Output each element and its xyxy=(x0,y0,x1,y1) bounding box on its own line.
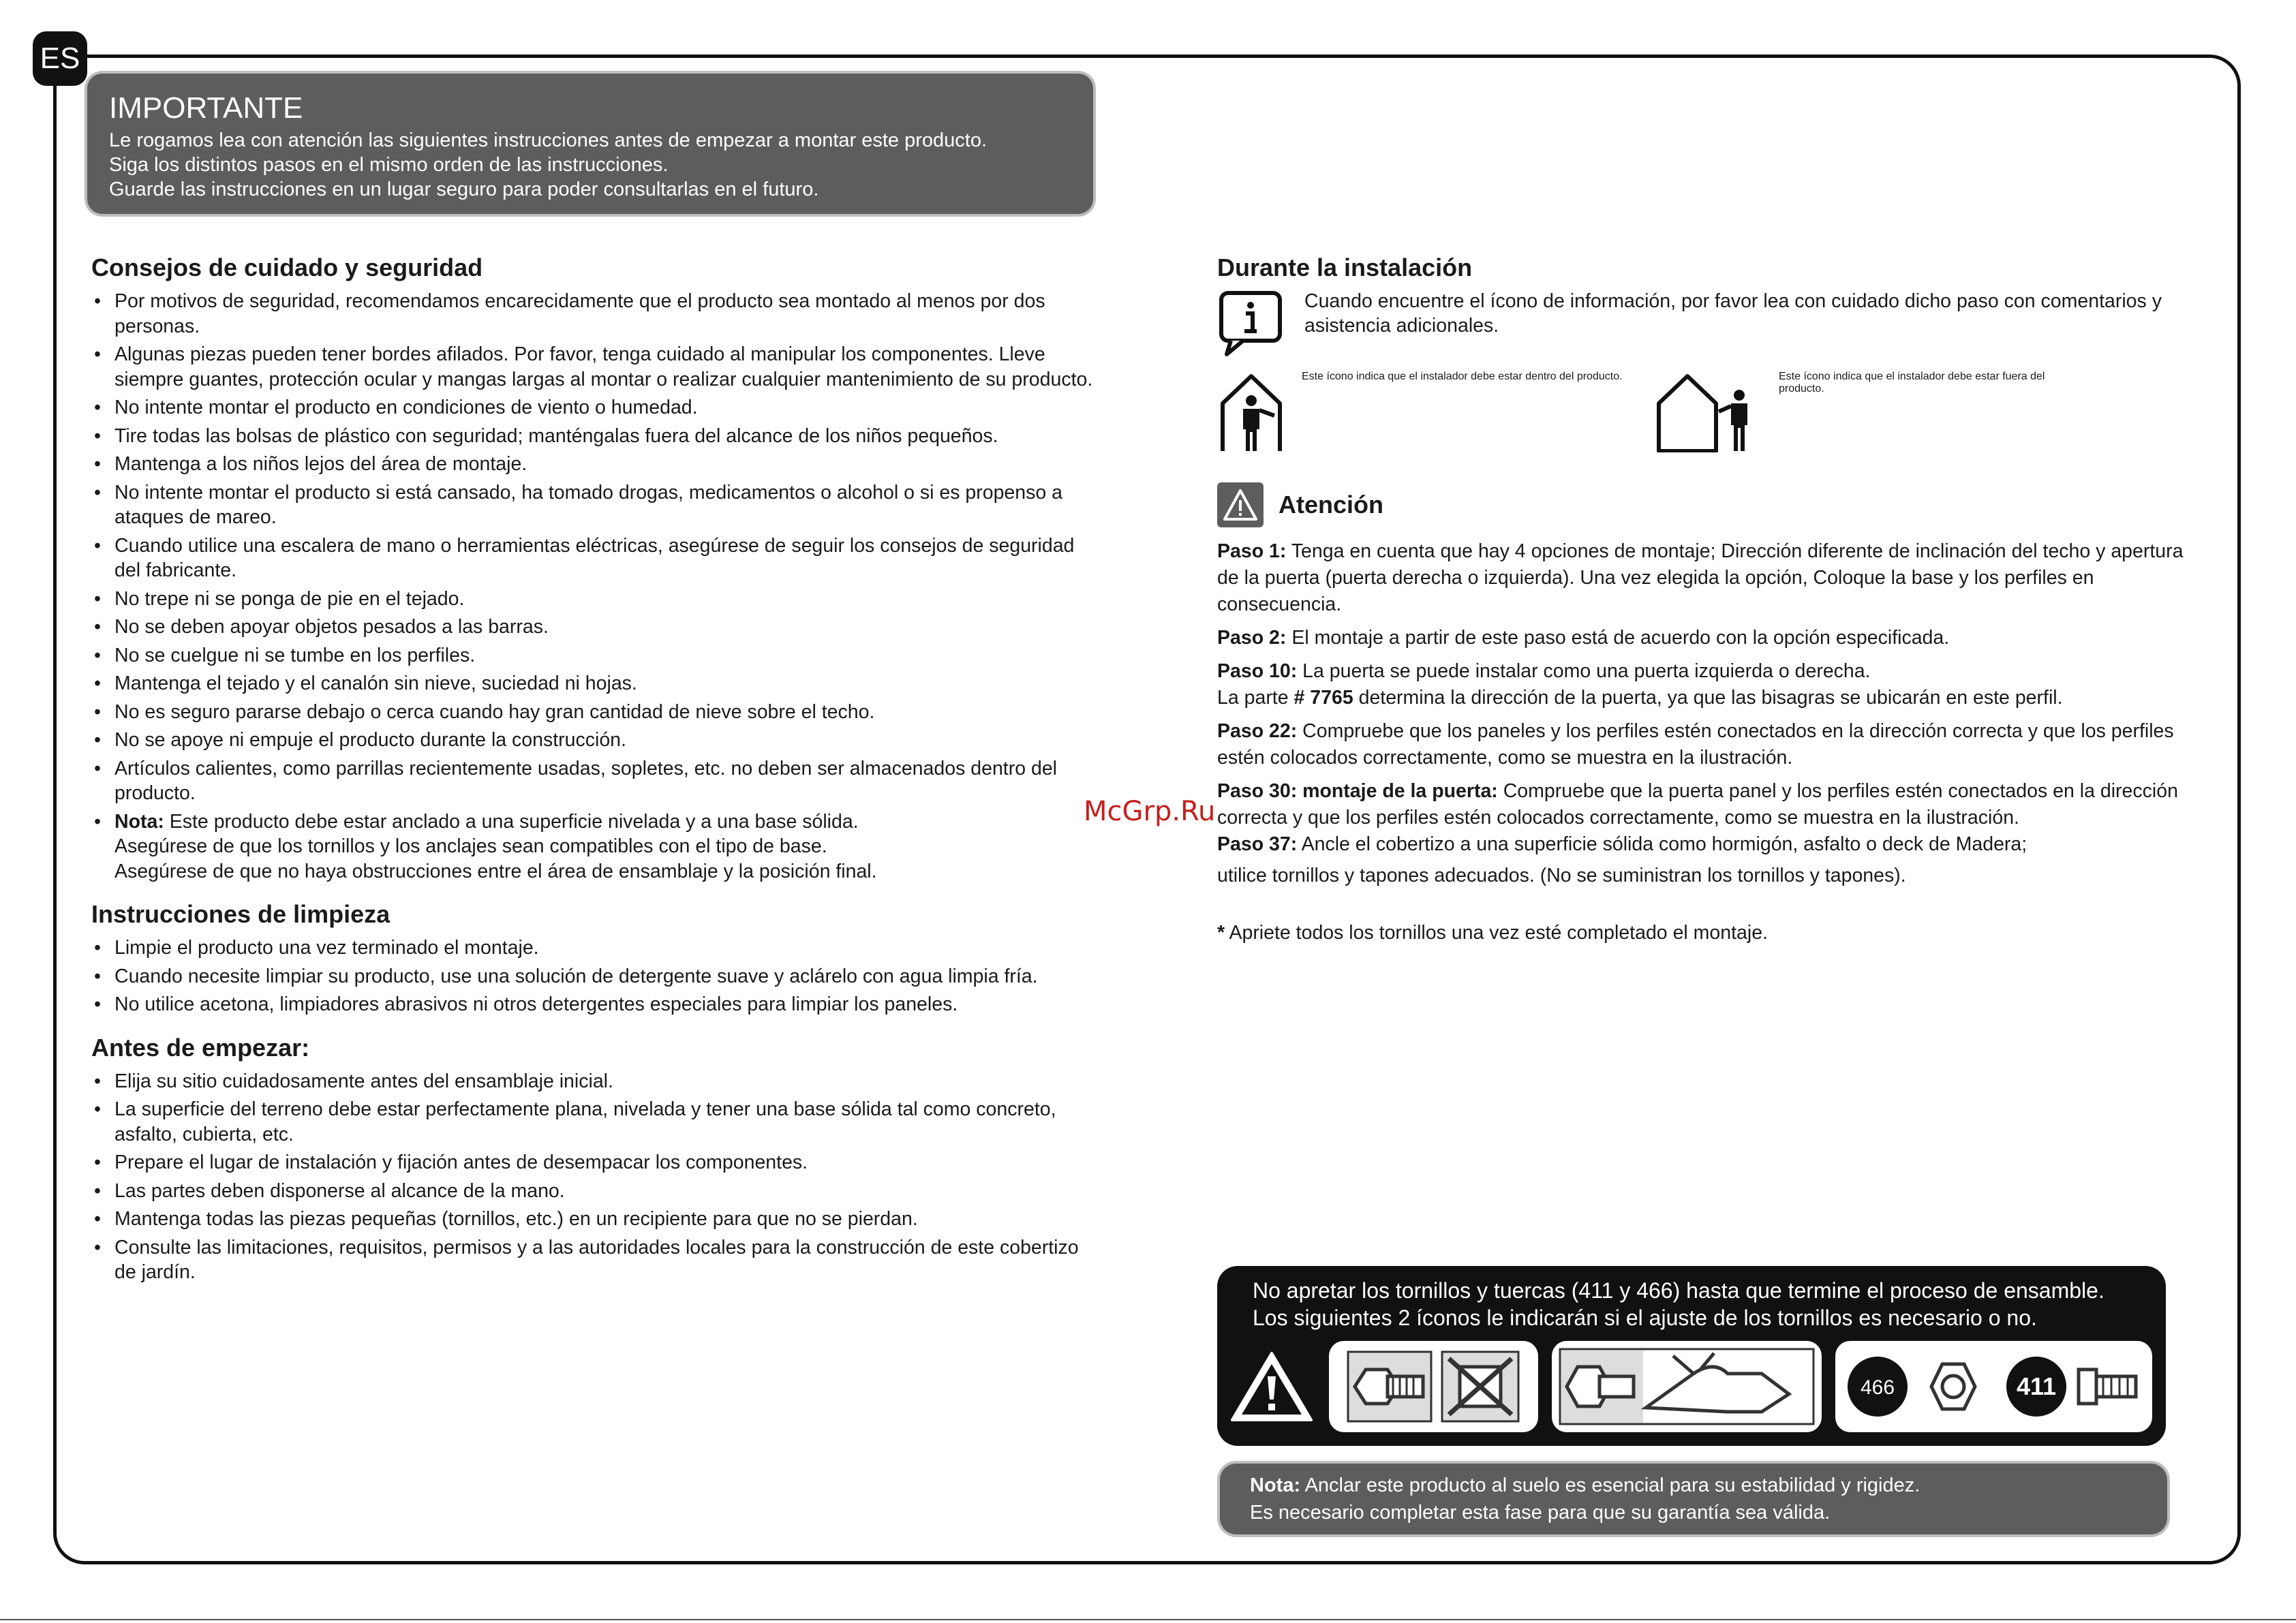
step-item: Paso 37: Ancle el cobertizo a una superficie sólida como hormigón, asfalto o deck de Madera; utilice tornillos y tapones adecuados. (No se suministran los tornillos y tapones). xyxy=(1217,833,2027,886)
parts-panel xyxy=(1835,1341,2152,1432)
warning-icon xyxy=(1217,482,1264,527)
info-row xyxy=(1217,289,2192,357)
care-note-line: Asegúrese de que no haya obstrucciones entre el área de ensamblaje y la posición final. xyxy=(114,860,877,882)
list-item: • Algunas piezas pueden tener bordes afilados. Por favor, tenga cuidado al manipular los componentes. Lleve siempre guantes, protección ocular y mangas largas al montar o realizar cualquier mantenimiento de su producto. xyxy=(91,342,1100,392)
list-item: • Elija su sitio cuidadosamente antes del ensamblaje inicial. xyxy=(91,1069,1100,1094)
care-list xyxy=(91,289,1100,884)
loose-bolt-icon xyxy=(1345,1349,1434,1424)
inside-row xyxy=(1217,371,1626,452)
list-item: • Por motivos de seguridad, recomendamos encarecidamente que el producto sea montado al menos por dos personas. xyxy=(91,289,1100,339)
list-item: • No se apoye ni empuje el producto durante la construcción. xyxy=(91,728,1100,753)
list-item: • Artículos calientes, como parrillas recientemente usadas, sopletes, etc. no deben ser almacenados dentro del producto. xyxy=(91,756,1100,806)
before-title: Antes de empezar: xyxy=(91,1033,310,1062)
list-item: • Limpie el producto una vez terminado el montaje. xyxy=(91,936,1100,961)
no-wrench-icon xyxy=(1439,1349,1521,1424)
bottom-rule xyxy=(0,1619,2296,1620)
care-note-line: Este producto debe estar anclado a una superficie nivelada y a una base sólida. xyxy=(169,810,859,833)
anchoring-note xyxy=(1220,1464,2167,1534)
attention-header xyxy=(1217,482,2192,527)
list-item: • Tire todas las bolsas de plástico con seguridad; manténgalas fuera del alcance de los niños pequeños. xyxy=(91,424,1100,449)
watermark: McGrp.Ru xyxy=(1084,796,1216,827)
language-tab: ES xyxy=(33,31,87,86)
tighten-panel xyxy=(1552,1341,1822,1432)
inside-text: Este ícono indica que el instalador debe estar dentro del producto. xyxy=(1302,371,1623,382)
list-item: • Mantenga el tejado y el canalón sin nieve, suciedad ni hojas. xyxy=(91,671,1100,696)
care-note-line: Asegúrese de que los tornillos y los anclajes sean compatibles con el tipo de base. xyxy=(114,835,827,857)
important-title: IMPORTANTE xyxy=(109,91,303,125)
info-icon xyxy=(1217,289,1285,357)
step-item: Paso 1: Tenga en cuenta que hay 4 opciones de montaje; Dirección diferente de inclinación del techo y apertura de la puerta (puerta derecha o izquierda). Una vez elegida la opción, Coloque la base y los perfiles en consecuencia. xyxy=(1217,540,2184,615)
right-column xyxy=(1217,253,2192,945)
list-item: • No utilice acetona, limpiadores abrasivos ni otros detergentes especiales para limpiar los paneles. xyxy=(91,992,1100,1017)
note-line: Nota: Anclar este producto al suelo es esencial para su estabilidad y rigidez. xyxy=(1250,1474,1920,1496)
important-line: Guarde las instrucciones en un lugar seguro para poder consultarlas en el futuro. xyxy=(109,179,819,200)
list-item: • Cuando utilice una escalera de mano o herramientas eléctricas, asegúrese de seguir los consejos de seguridad del fabricante. xyxy=(91,534,1100,583)
step-item: Paso 2: El montaje a partir de este paso está de acuerdo con la opción especificada. xyxy=(1217,627,1950,649)
installer-inside-icon xyxy=(1217,371,1285,452)
list-item: • No intente montar el producto en condiciones de viento o humedad. xyxy=(91,395,1100,420)
care-title: Consejos de cuidado y seguridad xyxy=(91,253,483,281)
info-text: Cuando encuentre el ícono de información, por favor lea con cuidado dicho paso con comentarios y asistencia adicionales. xyxy=(1304,290,2162,337)
care-note-label: Nota: xyxy=(114,810,164,833)
list-item: • No se cuelgue ni se tumbe en los perfiles. xyxy=(91,643,1100,668)
bolt-icons xyxy=(1228,1341,2152,1432)
before-list xyxy=(91,1069,1100,1285)
attention-title: Atención xyxy=(1279,491,1384,519)
list-item: • No intente montar el producto si está cansado, ha tomado drogas, medicamentos o alcohol o si es propenso a ataques de mareo. xyxy=(91,480,1100,530)
bolt-line: No apretar los tornillos y tuercas (411 y 466) hasta que termine el proceso de ensamble. xyxy=(1253,1278,2104,1303)
install-title: Durante la instalación xyxy=(1217,253,1473,281)
list-item: • Mantenga todas las piezas pequeñas (tornillos, etc.) en un recipiente para que no se pierdan. xyxy=(91,1207,1100,1232)
cleaning-list xyxy=(91,936,1100,1017)
important-line: Siga los distintos pasos en el mismo orden de las instrucciones. xyxy=(109,154,669,176)
list-item: • Cuando necesite limpiar su producto, use una solución de detergente suave y aclárelo con agua limpia fría. xyxy=(91,964,1100,989)
list-item: • No se deben apoyar objetos pesados a las barras. xyxy=(91,615,1100,640)
note-line: Es necesario completar esta fase para que su garantía sea válida. xyxy=(1250,1502,1831,1524)
list-item: • No es seguro pararse debajo o cerca cuando hay gran cantidad de nieve sobre el techo. xyxy=(91,700,1100,725)
outside-row xyxy=(1653,371,2062,452)
list-item: • Mantenga a los niños lejos del área de montaje. xyxy=(91,452,1100,477)
important-banner xyxy=(87,74,1093,214)
care-note xyxy=(91,809,1100,884)
bolt-line: Los siguientes 2 íconos le indicarán si el ajuste de los tornillos es necesario o no. xyxy=(1253,1305,2037,1330)
step-item: Paso 22: Compruebe que los paneles y los perfiles estén conectados en la dirección correcta y que los perfiles estén colocados correctamente, como se muestra en la ilustración. xyxy=(1217,720,2174,769)
installer-icons xyxy=(1217,371,2192,452)
warning-triangle-icon xyxy=(1228,1349,1315,1424)
step-item: Paso 30: montaje de la puerta: Compruebe que la puerta panel y los perfiles estén conectados en la dirección correcta y que los perfiles estén colocados correctamente, como se muestra en la ilustración. xyxy=(1217,780,2178,829)
part-number: # 7765 xyxy=(1294,687,1353,709)
list-item: • No trepe ni se ponga de pie en el tejado. xyxy=(91,587,1100,612)
installer-outside-icon xyxy=(1653,371,1762,452)
list-item: • Prepare el lugar de instalación y fijación antes de desempacar los componentes. xyxy=(91,1150,1100,1175)
bolt-number: 411 xyxy=(2017,1372,2057,1400)
outside-text: Este ícono indica que el instalador debe estar fuera del producto. xyxy=(1779,371,2045,395)
nut-bolt-icons xyxy=(1840,1349,2147,1424)
step-item: Paso 10: La puerta se puede instalar como una puerta izquierda o derecha. La parte # 7765 determina la dirección de la puerta, ya que las bisagras se ubicarán en este perfil. xyxy=(1217,660,2063,709)
cleaning-title: Instrucciones de limpieza xyxy=(91,900,391,928)
left-column xyxy=(91,253,1100,1301)
tighten-wrench-icon xyxy=(1557,1346,1816,1427)
important-line: Le rogamos lea con atención las siguientes instrucciones antes de empezar a montar este producto. xyxy=(109,129,988,151)
list-item: • Consulte las limitaciones, requisitos, permisos y a las autoridades locales para la construcción de este cobertizo de jardín. xyxy=(91,1235,1100,1285)
footnote: * Apriete todos los tornillos una vez esté completado el montaje. xyxy=(1217,922,1768,944)
attention-steps xyxy=(1217,538,2192,893)
list-item: • La superficie del terreno debe estar perfectamente plana, nivelada y tener una base sólida tal como concreto, asfalto, cubierta, etc. xyxy=(91,1097,1100,1147)
nut-number: 466 xyxy=(1861,1376,1895,1399)
no-tighten-panel xyxy=(1329,1341,1538,1432)
list-item: • Las partes deben disponerse al alcance de la mano. xyxy=(91,1179,1100,1204)
tightening-warning-box xyxy=(1217,1266,2166,1446)
